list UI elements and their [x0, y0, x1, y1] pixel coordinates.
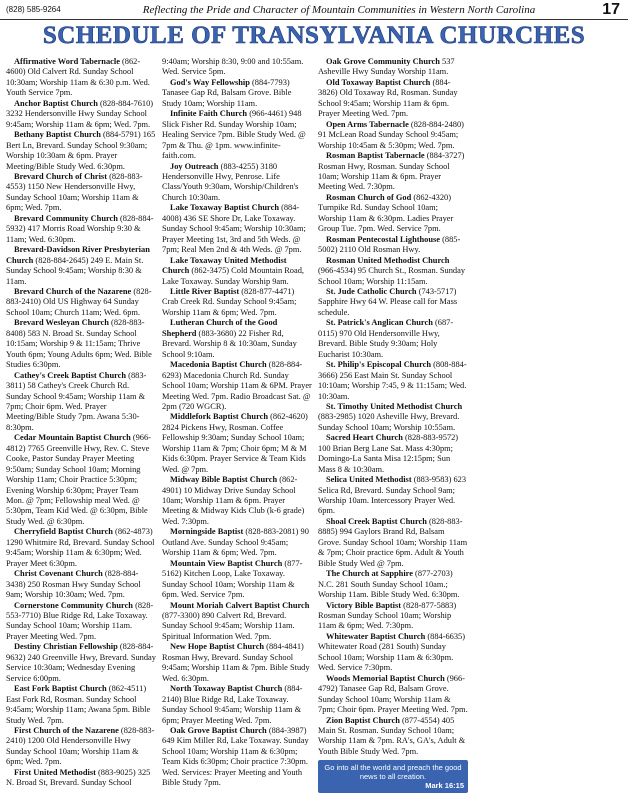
church-name: Brevard Church of Christ — [14, 171, 107, 181]
church-name: Brevard-Davidson River Presbyterian Church — [6, 245, 150, 265]
church-schedule: (883-9025) 325 N. Broad St, Brevard. Sunday School 9:40am; Worship 8:30, 9:00 and 10:55am. Wed. Service 5pm. — [6, 57, 304, 788]
church-schedule: (966-4461) 948 Slick Fisher Rd. Sunday Worship 10am; Healing Service 7pm. Bible Study Wed. @ 7pm & Thu. @ 1pm. www.infinite-faith.com. — [162, 109, 306, 161]
church-entry — [318, 360, 468, 402]
church-name: Cedar Mountain Baptist Church — [14, 433, 131, 443]
church-entry — [6, 726, 156, 768]
church-schedule: (884-2140) Blue Ridge Rd, Lake Toxaway. Sunday School 9:45am; Worship 11am & 6pm; Prayer Meeting Wed. 7pm. — [162, 684, 303, 725]
church-name: Morningside Baptist — [170, 527, 244, 537]
church-schedule: (883-9583) 623 Selica Rd, Brevard. Sunday School 9am; Worship 10am. Intercessory Prayer Wed. 6pm. — [318, 475, 467, 516]
church-name: Destiny Christian Fellowship — [14, 642, 118, 652]
church-entry — [6, 245, 156, 287]
church-name: Midway Bible Baptist Church — [170, 475, 278, 485]
church-name: Anchor Baptist Church — [14, 98, 98, 108]
church-schedule: (828-884-6293) Macedonia Church Rd. Sunday School 10am; Worship 11am & 6PM. Prayer Meeting Wed. 7pm. Radio Broadcast Sat. @ 2pm (720 WGCR). — [162, 360, 312, 411]
church-entry — [6, 371, 156, 434]
church-schedule: (828-883-2410) 1200 Old Hendersonville Hwy Sunday School 10am; Worship 11am & 6pm; Wed. 7pm. — [6, 726, 155, 767]
church-name: Zion Baptist Church — [326, 715, 400, 725]
church-entry — [162, 318, 312, 360]
church-name: Little River Baptist — [170, 286, 240, 296]
church-schedule: 537 Asheville Hwy Sunday Worship 11am. — [318, 57, 455, 77]
church-entry — [318, 433, 468, 475]
church-schedule: (862-4873) 1290 Whitmire Rd, Brevard. Sunday School 9:45am; Worship 11am & 6:30pm; Wed. Prayer Meet 6:30pm. — [6, 527, 155, 568]
church-entry — [6, 287, 156, 318]
church-schedule: (828-883-2410) Old US Highway 64 Sunday School 10am; Church 11am; Wed. 6pm. — [6, 286, 152, 317]
church-entry — [162, 109, 312, 161]
church-schedule: (828-553-7710) Blue Ridge Rd, Lake Toxaway. Sunday School 10am; Worship 11am. Prayer Meeting Wed. 7pm. — [6, 600, 154, 641]
church-entry — [318, 601, 468, 632]
church-entry — [6, 130, 156, 172]
church-name: Victory Bible Baptist — [326, 600, 402, 610]
church-name: Affirmative Word Tabernacle — [14, 57, 120, 66]
church-schedule: (884-3826) Old Toxaway Rd, Rosman. Sunday School 9:45am; Worship 11am & 6pm. Prayer Meeting Wed. 7pm. — [318, 77, 458, 119]
church-name: Lutheran Church of the Good Shepherd — [162, 318, 278, 338]
church-name: St. Timothy United Methodist Church — [326, 401, 463, 411]
church-name: Infinite Faith Church — [170, 109, 248, 119]
church-name: Cornerstone Community Church — [14, 600, 133, 610]
church-name: Rosman United Methodist Church — [326, 255, 450, 265]
church-schedule: (862-4320) Turnpike Rd. Sunday School 10am; Worship 11am & 6:30pm. Ladies Prayer Group Tue. 7pm. Wed. Service 7pm. — [318, 192, 454, 234]
church-schedule: (808-884-3666) 256 East Main St. Sunday School 10:10am; Worship 7:45, 9 & 11:15am; Wed. 10:30am. — [318, 360, 467, 401]
church-schedule: (828-884-5932) 417 Morris Road Worship 9:30 & 11am; Wed. 6:30pm. — [6, 213, 154, 244]
church-schedule: (828-884-3438) 250 Rosman Hwy Sunday School 9am; Worship 10:30am; Wed. 7pm. — [6, 569, 141, 600]
church-schedule: (877-3300) 890 Calvert Rd, Brevard. Sunday School 9:45am; Worship 11am. Spiritual Information Wed. 7pm. — [162, 611, 295, 641]
church-entry — [162, 287, 312, 318]
church-entry — [6, 433, 156, 527]
church-name: First Church of the Nazarene — [14, 726, 119, 735]
church-entry — [162, 642, 312, 684]
church-entry — [162, 203, 312, 255]
page-title: SCHEDULE OF TRANSYLVANIA CHURCHES — [42, 22, 586, 49]
church-entry — [6, 527, 156, 569]
church-entry — [318, 78, 468, 120]
header-phone: (828) 585-9264 — [6, 5, 61, 14]
church-schedule: (884-3727) Rosman Hwy, Rosman. Sunday School 10am; Worship 11am & 6pm. Prayer Meeting Wed. 7:30pm. — [318, 151, 465, 192]
church-entry — [318, 402, 468, 433]
church-name: Lake Toxaway Baptist Church — [170, 203, 279, 213]
church-entry — [318, 235, 468, 256]
church-entry — [6, 569, 156, 600]
church-schedule: (877-4554) 405 Main St. Rosman. Sunday School 10am; Worship 11am & 7pm. RA's, GA's, Adult & Youth Bible Study Wed. 7pm. — [318, 715, 466, 756]
church-entry — [318, 256, 468, 287]
church-entry — [318, 151, 468, 193]
church-schedule: (884-7793) Tanasee Gap Rd, Balsam Grove. Bible Study 10am; Worship 11am. — [162, 77, 292, 108]
church-entry — [318, 569, 468, 600]
church-schedule: (877-2703) N.C. 281 South Sunday School 10am.; Worship 11am. Bible Study Wed. 6:30pm. — [318, 569, 460, 600]
church-name: Mount Moriah Calvert Baptist Church — [170, 600, 310, 610]
church-entry — [318, 193, 468, 235]
church-entry — [6, 601, 156, 643]
church-schedule: (884-6635) Whitewater Road (281 South) Sunday School 10am; Worship 11am & 6:30pm. Wed. Service 7:30pm. — [318, 631, 466, 673]
church-entry — [318, 632, 468, 674]
church-entry — [162, 475, 312, 527]
verse-text: Go into all the world and preach the good news to all creation. — [324, 763, 462, 782]
church-name: St. Patrick's Anglican Church — [326, 318, 433, 328]
church-entry — [162, 527, 312, 558]
church-entry — [162, 412, 312, 475]
church-entry — [318, 318, 468, 360]
church-entry — [162, 78, 312, 109]
church-entry — [6, 318, 156, 370]
church-name: The Church at Sapphire — [326, 569, 413, 579]
church-entry — [318, 517, 468, 569]
church-entry — [6, 642, 156, 684]
church-name: Rosman Pentecostal Lighthouse — [326, 234, 440, 244]
church-entry — [318, 57, 468, 78]
page-number: 17 — [602, 0, 620, 18]
church-name: Macedonia Baptist Church — [170, 360, 267, 370]
church-schedule: (828-884-9632) 240 Greenville Hwy, Brevard. Sunday Service 10:30am; Wednesday Evening Service 6:00pm. — [6, 642, 156, 683]
church-schedule: (828-883-4553) 1150 New Hendersonville Hwy, Sunday School 10am; Worship 11am & 6pm; Wed. 7pm. — [6, 171, 143, 213]
church-entry — [318, 674, 468, 716]
scripture-verse-box — [318, 760, 468, 793]
church-schedule: (862-4600) Old Calvert Rd. Sunday School 10:30am; Worship 11am & 6:30 p.m. Wed. Youth Service 7pm. — [6, 57, 150, 98]
church-entry — [162, 360, 312, 412]
church-name: Middlefork Baptist Church — [170, 412, 269, 422]
church-name: Christ Covenant Church — [14, 569, 103, 579]
church-entry — [318, 475, 468, 517]
church-schedule: (862-3475) Cold Mountain Road, Lake Toxaway. Sunday Worship 9am. — [162, 266, 304, 286]
header-tagline: Reflecting the Pride and Character of Mountain Communities in Western North Carolina — [142, 3, 536, 16]
church-schedule: (862-4901) 10 Midway Drive Sunday School 10am; Worship 11am & 6pm. Prayer Meeting & Midway Kids Club (k-6 grade) Wed. 7:30pm. — [162, 475, 305, 526]
church-schedule: (828-883-8408) 583 N. Broad St. Sunday School 10:15am; Worship 9 & 11:15am; Thrive Youth 6pm; Young Adults 6pm; Wed. Bible Studies 6:30pm. — [6, 318, 152, 370]
church-listings — [6, 57, 624, 797]
church-schedule: (828-884-2645) 249 E. Main St. Sunday School 9:45am; Worship 8:30 & 11am. — [6, 255, 144, 286]
church-entry — [6, 57, 156, 99]
church-schedule: (883-4255) 3180 Hendersonville Hwy, Penrose. Life Class/Youth 9:30am, Worship/Children's Church 10:30am. — [162, 161, 299, 202]
page-header — [0, 0, 628, 20]
church-schedule: (884-4008) 436 SE Shore Dr, Lake Toxaway. Sunday School 9:45am; Worship 10:30am; Prayer Meeting 1st, 3rd and 5th Weds. @ 7pm; Real Men 2nd & 4th Weds. @ 7pm. — [162, 203, 306, 255]
church-schedule: (966-4812) 7765 Greenville Hwy, Rev. C. Steve Cooke, Pastor Sunday Prayer Meeting 9:50am; Sunday School 10am; Morning Worship 11am; Choir Practice 5:30pm; Evening Worship 6:30pm; Prayer Team Mon. @ 7pm; Fellowship meal Wed. @ 5:30pm, Team Kid Wed. @ 6:30pm, Bible Study Wed. @ 6:30pm. — [6, 433, 151, 526]
church-name: Rosman Baptist Tabernacle — [326, 151, 425, 161]
church-name: East Fork Baptist Church — [14, 684, 107, 694]
verse-reference: Mark 16:15 — [425, 781, 464, 791]
church-schedule: (862-4511) East Fork Rd, Rosman. Sunday School 9:45am; Worship 11am; Awana 5pm. Bible Study Wed. 7pm. — [6, 684, 151, 725]
church-name: Joy Outreach — [170, 161, 219, 171]
church-name: Rosman Church of God — [326, 192, 412, 202]
church-entry — [6, 214, 156, 245]
church-entry — [318, 716, 468, 758]
church-entry — [162, 684, 312, 726]
church-name: New Hope Baptist Church — [170, 642, 265, 652]
church-schedule: (828-884-7610) 3232 Hendersonville Hwy Sunday School 9:45am; Worship 11am & 6pm; Wed. 7pm. — [6, 98, 154, 129]
church-name: God's Way Fellowship — [170, 77, 250, 87]
church-schedule: (743-5717) Sapphire Hwy 64 W. Please call for Mass schedule. — [318, 286, 458, 317]
church-schedule: (877-5162) Kitchen Loop, Lake Toxaway. Sunday School 10am; Worship 11am & 6pm. Wed. Service 7pm. — [162, 558, 303, 600]
church-schedule: (884-5791) 165 Bert Ln, Brevard. Sunday School 9:30am; Worship 10:30am & 6pm. Prayer Meeting/Bible Study Wed. 6:30pm. — [6, 130, 156, 171]
church-name: Open Arms Tabernacle — [326, 119, 409, 129]
church-name: Lake Toxaway United Methodist Church — [162, 255, 287, 276]
church-entry — [162, 559, 312, 601]
church-name: Brevard Community Church — [14, 213, 118, 223]
church-schedule: (828-883-9572) 100 Brian Berg Lane Sat. Mass 4:30pm; Domingo-La Santa Misa 12:15pm; Sun Mass 8 & 10:30am. — [318, 433, 459, 474]
church-schedule: (885-5002) 2110 Old Rosman Hwy. — [318, 234, 461, 255]
church-name: Mountain View Baptist Church — [170, 558, 283, 568]
church-schedule: (828-877-5883) Rosman Sunday School 10am; Worship 11am & 6pm; Wed. 7:30pm. — [318, 600, 457, 631]
church-name: Old Toxaway Baptist Church — [326, 77, 431, 87]
church-schedule: (884-4841) Rosman Hwy, Brevard. Sunday School 9:45am; Worship 11am & 7pm. Bible Study Wed. 6:30pm. — [162, 642, 310, 683]
church-entry — [162, 162, 312, 204]
church-name: St. Philip's Episcopal Church — [326, 360, 432, 370]
church-schedule: (883-3811) 58 Cathey's Creek Church Rd. Sunday School 9:45am; Worship 11am & 7pm; Choir 6pm. Wed. Prayer Meeting/Bible Study 7pm. Awana 5:30-8:30pm. — [6, 370, 147, 432]
church-name: North Toxaway Baptist Church — [170, 684, 283, 694]
church-schedule: (862-4620) 2824 Pickens Hwy, Rosman. Coffee Fellowship 9:30am; Sunday School 10am; Worship 11am & 7pm; Choir 6pm; M & M Kids 6:30pm. Prayer Service & Team Kids Wed. @ 7pm. — [162, 412, 308, 474]
church-name: Oak Grove Baptist Church — [170, 726, 267, 735]
church-name: Brevard Church of the Nazarene — [14, 286, 132, 296]
church-schedule: (828-883-2081) 90 Outland Ave. Sunday School 9:45am; Worship 11am & 6pm; Wed. 7pm. — [162, 527, 309, 558]
church-name: Oak Grove Community Church — [326, 57, 440, 66]
church-schedule: (828-884-2480) 91 McLean Road Sunday School 9:45am; Worship 10:45am & 5:30pm; Wed. 7pm. — [318, 119, 464, 150]
church-name: Woods Memorial Baptist Church — [326, 673, 445, 683]
church-entry — [318, 120, 468, 151]
church-name: Selica United Methodist — [326, 475, 412, 485]
church-schedule: (883-2985) 1020 Asheville Hwy, Brevard. Sunday School 10am; Worship 10:55am. — [318, 412, 460, 432]
church-name: St. Jude Catholic Church — [326, 286, 417, 296]
church-schedule: (884-3987) 649 Kim Miller Rd, Lake Toxaway. Sunday School 10am; Worship 11am & 6:30pm; Team Kids 6:30pm; Choir practice 7:30pm. Wed. Services: Prayer Meeting and Youth Bible Study 7pm. — [162, 726, 309, 788]
church-entry — [318, 287, 468, 318]
church-name: Cherryfield Baptist Church — [14, 527, 113, 537]
church-schedule: (883-3680) 22 Fisher Rd, Brevard. Worship 8 & 10:30am, Sunday School 9:10am. — [162, 328, 297, 359]
church-schedule: (966-4792) Tanasee Gap Rd, Balsam Grove. Sunday School 10am; Worship 11am & 7pm; Choir 6pm. Prayer Meeting Wed. 7pm. — [318, 673, 468, 715]
church-entry — [162, 726, 312, 789]
church-entry — [6, 172, 156, 214]
church-schedule: (828-877-4471) Crab Creek Rd. Sunday School 9:45am; Worship 11am & 6pm; Wed. 7pm. — [162, 286, 297, 317]
church-name: Brevard Wesleyan Church — [14, 318, 109, 328]
church-name: Bethany Baptist Church — [14, 130, 101, 140]
church-entry — [162, 601, 312, 643]
church-name: First United Methodist — [14, 767, 96, 777]
church-name: Whitewater Baptist Church — [326, 631, 426, 641]
church-entry — [162, 256, 312, 287]
church-entry — [6, 99, 156, 130]
church-schedule: (966-4534) 95 Church St., Rosman. Sunday School 10am; Worship 11:15am. — [318, 266, 466, 286]
church-name: Shoal Creek Baptist Church — [326, 516, 427, 526]
church-name: Sacred Heart Church — [326, 433, 403, 443]
church-schedule: (828-883-8885) 994 Gaylors Brand Rd, Balsam Grove. Sunday School 10am; Worship 11am & 7pm; Choir practice 6pm. Adult & Youth Bible Study Wed @ 7pm. — [318, 516, 468, 568]
church-schedule: (687-0115) 970 Old Hendersonville Hwy, Brevard. Bible Study 9:30am; Holy Eucharist 10:30am. — [318, 318, 454, 359]
church-entry — [6, 684, 156, 726]
church-name: Cathey's Creek Baptist Church — [14, 370, 127, 380]
